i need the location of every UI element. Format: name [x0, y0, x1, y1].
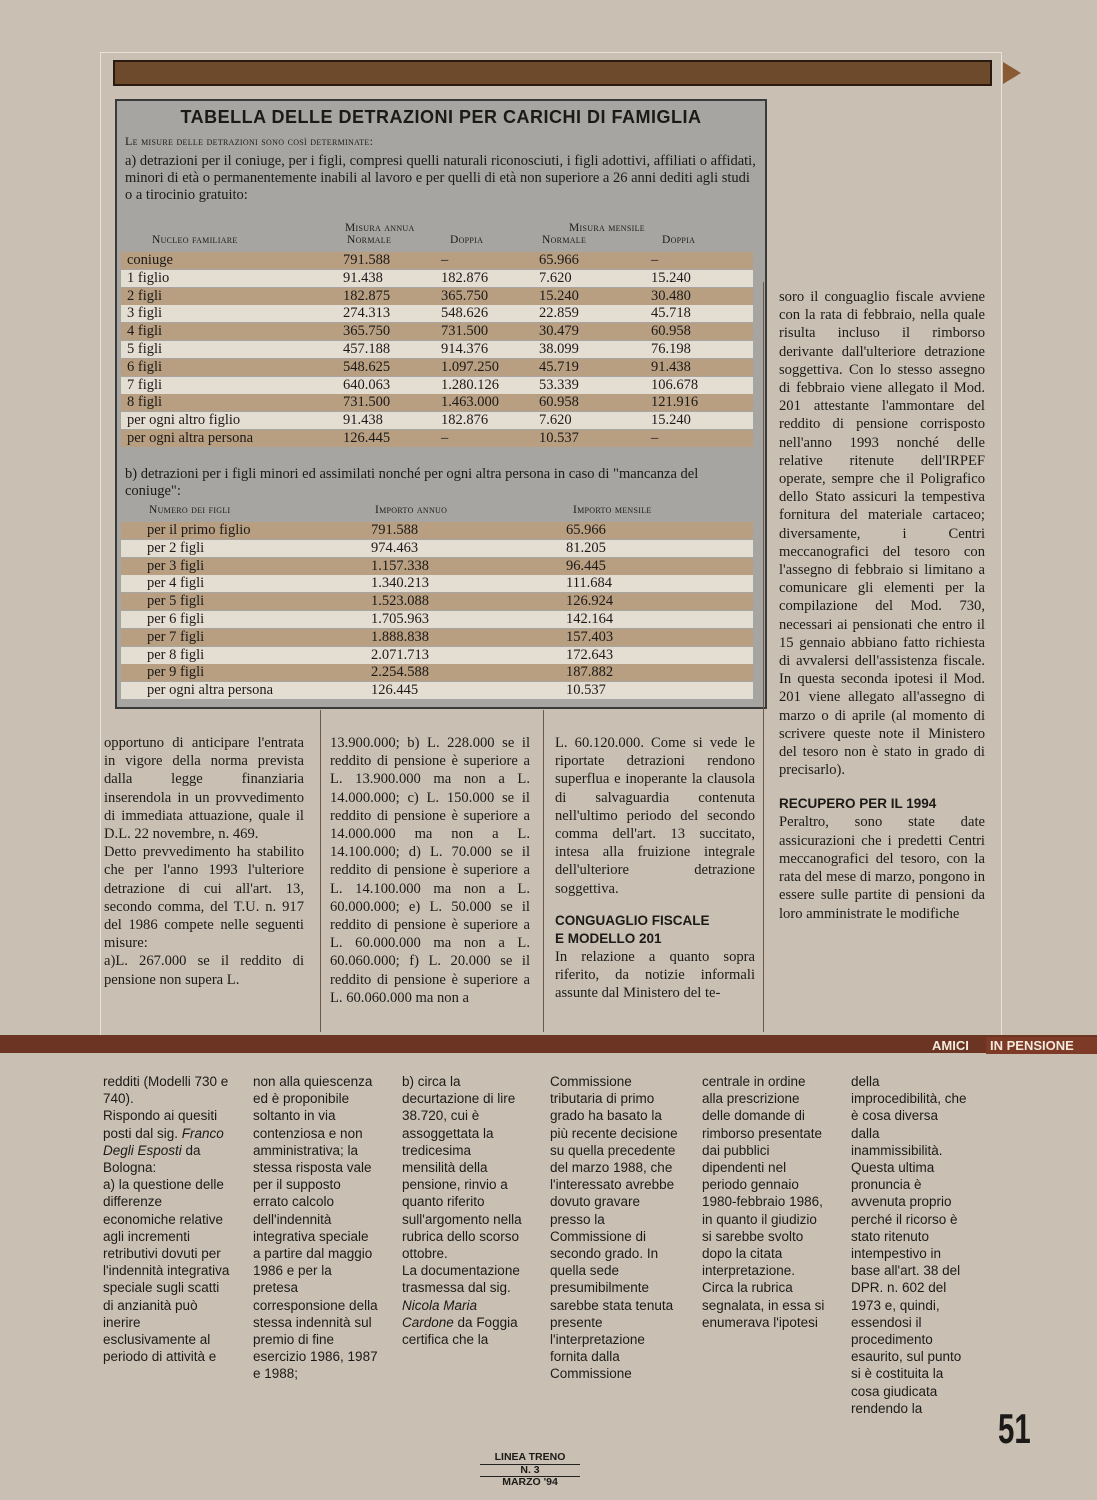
table-cell: 731.500: [343, 394, 391, 411]
table-cell: 548.625: [343, 358, 391, 375]
table-cell: –: [441, 252, 449, 268]
lower-column-2: [253, 1073, 378, 1383]
lower-column-4: [550, 1073, 678, 1383]
table-intro: Le misure delle detrazioni sono così determinate:: [125, 134, 374, 148]
table-cell: 182.875: [343, 287, 391, 304]
table-cell: 974.463: [371, 539, 419, 556]
table-cell: –: [441, 430, 449, 446]
table-cell: 91.438: [343, 269, 383, 286]
top-decorative-bar: [113, 60, 992, 86]
table-cell: 1 figlio: [127, 269, 170, 286]
table-cell: 22.859: [539, 305, 579, 322]
table-cell: 65.966: [539, 252, 579, 268]
table-cell: 111.684: [566, 575, 613, 592]
table-section-a: a) detrazioni per il coniuge, per i figli, compresi quelli naturali riconosciuti, i figli adottivi, affiliati o affidati, minori di età o permanentemente inabili al lavoro e per quelli di età non superiore a 26 anni dediti agli studi o a tirocinio gratuito:: [125, 153, 756, 203]
table-cell: 45.719: [539, 358, 579, 375]
table-cell: 121.916: [651, 394, 699, 411]
table-cell: 2.071.713: [371, 646, 429, 663]
table-cell: 731.500: [441, 323, 489, 340]
lower-column-1: [103, 1073, 231, 1365]
magazine-footer: [480, 1452, 580, 1489]
table-cell: 7.620: [539, 412, 572, 429]
table-cell: 8 figli: [127, 394, 163, 411]
table-row: [121, 270, 753, 287]
table-row: [121, 664, 753, 681]
person-name: Nicola Maria Cardone: [402, 1297, 478, 1330]
table-row: [121, 558, 753, 575]
subheading-modello: E MODELLO 201: [555, 930, 662, 946]
footer-title: LINEA TRENO: [494, 1451, 566, 1463]
table-row: [121, 522, 753, 539]
table-cell: 1.523.088: [371, 593, 429, 610]
table-cell: 640.063: [343, 376, 391, 393]
table-cell: 60.958: [651, 323, 691, 340]
table-cell: per ogni altra persona: [127, 430, 254, 446]
table-cell: 791.588: [343, 252, 391, 268]
footer-issue: N. 3: [480, 1464, 580, 1477]
table-row: [121, 593, 753, 610]
table-row: [121, 341, 753, 358]
head-importo-annuo: Importo annuo: [375, 504, 448, 516]
table-cell: 1.340.213: [371, 575, 429, 592]
article-column-4: [779, 288, 985, 923]
table-cell: 365.750: [343, 323, 391, 340]
table-cell: per ogni altro figlio: [127, 412, 241, 429]
lower-paragraph: centrale in ordine alla prescrizione delle domande di rimborso presentate dai pubblici dipendenti nel periodo gennaio 1980-febbraio 1986, in quanto il giudizio si sarebbe svolto dopo la citata interpretazione.: [702, 1074, 823, 1279]
page-number: 51: [998, 1405, 1031, 1452]
table-row: [121, 359, 753, 376]
table-row: [121, 611, 753, 628]
article-paragraph: Peraltro, sono state date assicurazioni che i predetti Centri meccanografici del tesoro, con la rata del mese di marzo, pongono in essere sulle partite di pensioni da loro amministrate le modifiche: [779, 814, 985, 922]
table-cell: 53.339: [539, 376, 579, 393]
table-cell: 96.445: [566, 557, 606, 574]
subheading-recupero: RECUPERO PER IL 1994: [779, 796, 937, 812]
table-cell: 30.479: [539, 323, 579, 340]
article-paragraph: In relazione a quanto sopra riferito, da notizie informali assunte dal Ministero del te-: [555, 948, 755, 1002]
table-row: [121, 629, 753, 646]
column-divider: [763, 282, 764, 1032]
table-cell: 1.097.250: [441, 358, 499, 375]
table-row: [121, 682, 753, 699]
table-row: [121, 377, 753, 394]
lower-paragraph: La documentazione trasmessa dal sig. Nicola Maria Cardone da Foggia certifica che la: [402, 1263, 520, 1348]
table-cell: 15.240: [651, 412, 691, 429]
lower-paragraph: Circa la rubrica segnalata, in essa si enumerava l'ipotesi: [702, 1280, 825, 1330]
table-cell: 157.403: [566, 628, 614, 645]
table-cell: 38.099: [539, 341, 579, 357]
section-tag-in-pensione: IN PENSIONE: [986, 1037, 1097, 1054]
table-cell: 106.678: [651, 376, 699, 393]
table-row: [121, 252, 753, 269]
lower-paragraph: redditi (Modelli 730 e 740).: [103, 1074, 229, 1107]
table-cell: 10.537: [539, 430, 579, 446]
table-cell: per 2 figli: [147, 539, 205, 556]
article-paragraph: a)L. 267.000 se il reddito di pensione non supera L.: [104, 953, 304, 988]
table-cell: 187.882: [566, 664, 614, 681]
table-row: [121, 540, 753, 557]
table-cell: 7 figli: [127, 376, 163, 393]
table-cell: 5 figli: [127, 341, 163, 357]
column-divider: [320, 710, 321, 1032]
table-row: [121, 575, 753, 592]
lower-paragraph: Commissione tributaria di primo grado ha basato la più recente decisione su quella precedente del marzo 1988, che l'interessato avrebbe dovuto gravare presso la Commissione di secondo grado. In quella sede presumibilmente sarebbe stata tenuta presente l'interpretazione fornita dalla Commissione: [550, 1074, 678, 1382]
table-cell: 60.958: [539, 394, 579, 411]
table-cell: 15.240: [539, 287, 579, 304]
section-tag-amici: AMICI: [928, 1038, 973, 1053]
table-cell: per 5 figli: [147, 593, 205, 610]
article-paragraph: L. 60.120.000. Come si vede le riportate detrazioni rendono superflua e inoperante la clausola di salvaguardia contenuta nell'ultimo periodo del secondo comma dell'art. 13 succitato, intesa alla fruizione integrale dell'ulteriore detrazione soggettiva.: [555, 735, 755, 897]
table-cell: 30.480: [651, 287, 691, 304]
table-cell: 65.966: [566, 522, 606, 538]
table-cell: 182.876: [441, 412, 489, 429]
table-row: [121, 394, 753, 411]
table-cell: 126.445: [343, 430, 391, 446]
head-annua: Misura annua: [345, 222, 415, 234]
head-normale-mensile: Normale: [542, 234, 587, 246]
lower-column-5: [702, 1073, 830, 1331]
table-row: [121, 323, 753, 340]
table-cell: 6 figli: [127, 358, 163, 375]
table-cell: 914.376: [441, 341, 489, 357]
table-cell: –: [651, 252, 659, 268]
table-cell: 10.537: [566, 682, 606, 699]
article-paragraph: 13.900.000; b) L. 228.000 se il reddito di pensione è superiore a L. 13.900.000 ma non a L. 14.000.000; c) L. 150.000 se il reddito di pensione è superiore a 14.000.000 ma non a L. 14.100.000; d) L. 70.000 se il reddito di pensione è superiore a L. 14.100.000 ma non a L. 60.000.000; e) L. 50.000 se il reddito di pensione è superiore a L. 60.000.000 ma non a L. 60.060.000; f) L. 20.000 se il reddito di pensione è superiore a L. 60.060.000 ma non a: [330, 735, 530, 1006]
table-cell: 182.876: [441, 269, 489, 286]
table-cell: 91.438: [651, 358, 691, 375]
table-row: [121, 305, 753, 322]
lower-paragraph: Rispondo ai quesiti posti dal sig. Franco Degli Esposti da Bologna:: [103, 1108, 224, 1176]
table-cell: 791.588: [371, 522, 419, 538]
table-cell: 1.280.126: [441, 376, 499, 393]
table-cell: coniuge: [127, 252, 173, 268]
head-numero: Numero dei figli: [149, 504, 231, 516]
article-column-1: [104, 734, 304, 989]
lower-column-6: [851, 1073, 969, 1417]
table-title: TABELLA DELLE DETRAZIONI PER CARICHI DI FAMIGLIA: [180, 107, 702, 127]
table-cell: 172.643: [566, 646, 614, 663]
table-cell: 15.240: [651, 269, 691, 286]
table-cell: per 7 figli: [147, 628, 205, 645]
table-cell: 81.205: [566, 539, 606, 556]
table-cell: –: [651, 430, 659, 446]
table-cell: 126.445: [371, 682, 419, 699]
lower-paragraph: non alla quiescenza ed è proponibile soltanto in via contenziosa e non amministrativa; la stessa risposta vale per il supposto errato calcolo dell'indennità integrativa speciale a partire dal maggio 1986 e per la pretesa corresponsione della stessa indennità sul premio di fine esercizio 1986, 1987 e 1988;: [253, 1074, 378, 1382]
table-cell: 3 figli: [127, 305, 163, 322]
table-cell: 126.924: [566, 593, 614, 610]
table-cell: 274.313: [343, 305, 391, 322]
subheading-conguaglio: CONGUAGLIO FISCALE: [555, 912, 710, 928]
table-cell: 1.463.000: [441, 394, 499, 411]
table-cell: per 8 figli: [147, 646, 205, 663]
table-cell: 7.620: [539, 269, 572, 286]
table-section-b: b) detrazioni per i figli minori ed assimilati nonché per ogni altra persona in caso di "mancanza del coniuge":: [125, 466, 699, 499]
table-cell: per 3 figli: [147, 557, 205, 574]
table-cell: 1.705.963: [371, 611, 429, 627]
article-paragraph: opportuno di anticipare l'entrata in vigore della norma prevista dalla legge finanziaria inserendola in un provvedimento di immediata attuazione, quale il D.L. 22 novembre, n. 469.: [104, 735, 304, 843]
table-cell: 2 figli: [127, 287, 163, 304]
person-name: Franco Degli Esposti: [103, 1125, 224, 1158]
table-cell: 1.888.838: [371, 628, 429, 645]
arrow-right-icon: [1003, 62, 1021, 84]
head-doppia-annua: Doppia: [450, 234, 484, 246]
table-cell: 91.438: [343, 412, 383, 429]
lower-paragraph: b) circa la decurtazione di lire 38.720, cui è assoggettata la tredicesima mensilità della pensione, rinvio a quanto riferito sull'argomento nella rubrica dello scorso ottobre.: [402, 1074, 522, 1262]
table-row: [121, 647, 753, 664]
table-row: [121, 430, 753, 447]
table-cell: 45.718: [651, 305, 691, 322]
article-paragraph: soro il conguaglio fiscale avviene con la rata di febbraio, nella quale risulta incluso il rimborso derivante dall'ulteriore detrazione soggettiva. Con lo stesso assegno di febbraio viene allegato il Mod. 201 attestante l'ammontare del reddito di pensione corrisposto nell'anno 1993 nonché delle relative ritenute dell'IRPEF operate, sempre che il Poligrafico dello Stato assicuri la tempestiva fornitura del materiale cartaceo; diversamente, i Centri meccanografici del tesoro con l'assegno di febbraio si limitano a comunicare gli elementi per la compilazione del Mod. 730, necessari ai pensionati che entro il 15 gennaio abbiano fatto richiesta di avvalersi dell'assistenza fiscale. In questa seconda ipotesi il Mod. 201 viene allegato all'assegno di marzo o di aprile (al momento di scrivere queste note il Ministero del tesoro non è stato in grado di precisarlo).: [779, 289, 985, 779]
head-normale-annua: Normale: [347, 234, 392, 246]
table-row: [121, 412, 753, 429]
column-divider: [543, 710, 544, 1032]
lower-paragraph: a) la questione delle differenze economiche relative agli incrementi retributivi dovuti per l'indennità integrativa speciale sugli scatti di anzianità può inerire esclusivamente al periodo di attività e: [103, 1177, 230, 1365]
head-mensile: Misura mensile: [569, 222, 645, 234]
table-cell: 457.188: [343, 341, 391, 357]
head-nucleo: Nucleo familiare: [152, 234, 238, 246]
deductions-table-box: [115, 99, 767, 709]
table-cell: 4 figli: [127, 323, 163, 340]
table-cell: per ogni altra persona: [147, 682, 274, 699]
article-column-3: [555, 734, 755, 1002]
table-cell: per 4 figli: [147, 575, 205, 592]
table-cell: per il primo figlio: [147, 522, 251, 538]
table-cell: 2.254.588: [371, 664, 429, 681]
footer-date: MARZO '94: [480, 1476, 580, 1489]
lower-paragraph: della improcedibilità, che è cosa diversa dalla inammissibilità. Questa ultima pronuncia è avvenuta proprio perché il ricorso è stato ritenuto intempestivo in base all'art. 38 del DPR. n. 602 del 1973 e, quindi, essendosi il procedimento esaurito, sul punto si è costituita la cosa giudicata rendendo la: [851, 1074, 967, 1416]
table-cell: per 9 figli: [147, 664, 205, 681]
table-cell: 548.626: [441, 305, 489, 322]
table-cell: 76.198: [651, 341, 691, 357]
table-row: [121, 288, 753, 305]
head-doppia-mensile: Doppia: [662, 234, 696, 246]
head-importo-mensile: Importo mensile: [573, 504, 652, 516]
lower-column-3: [402, 1073, 526, 1348]
article-paragraph: Detto prevvedimento ha stabilito che per l'anno 1993 l'ulteriore detrazione di cui all'art. 13, secondo comma, del T.U. n. 917 del 1986 compete nelle seguenti misure:: [104, 844, 304, 952]
table-cell: 142.164: [566, 611, 614, 627]
table-cell: 365.750: [441, 287, 489, 304]
table-cell: per 6 figli: [147, 611, 205, 627]
article-column-2: [330, 734, 530, 1007]
table-cell: 1.157.338: [371, 557, 429, 574]
